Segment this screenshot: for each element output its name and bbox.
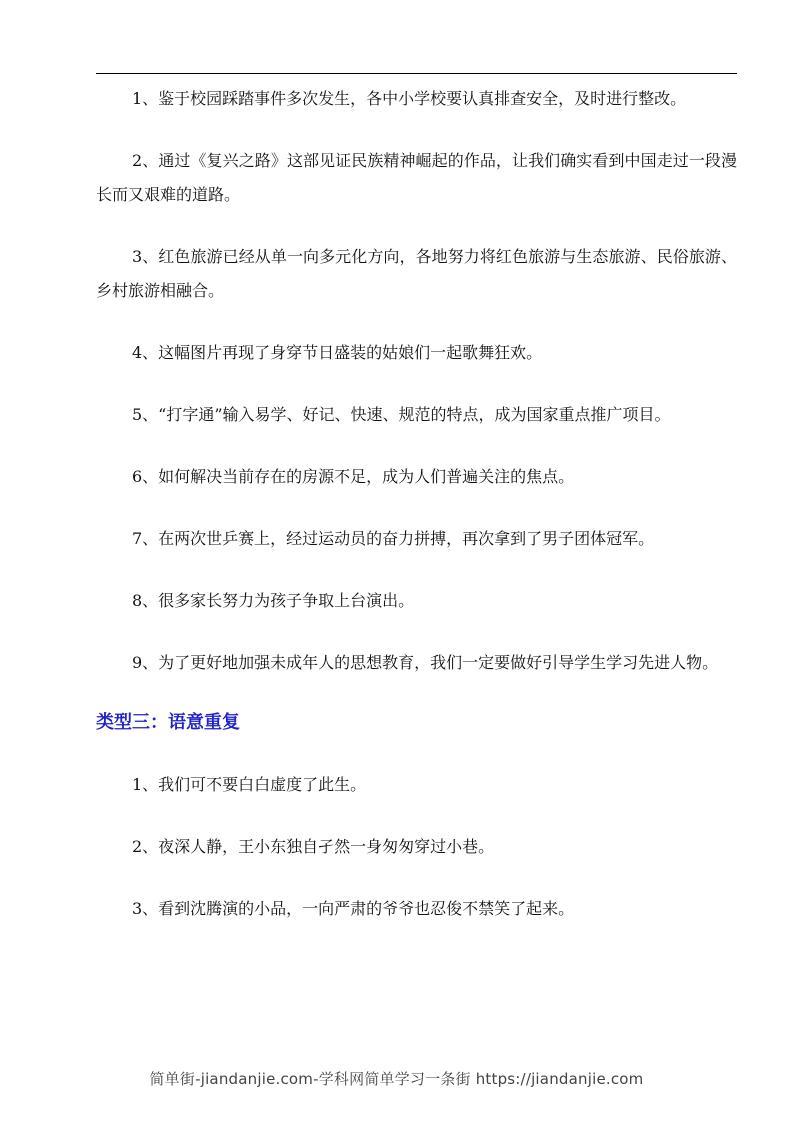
section-heading-type-three: 类型三：语意重复 [96, 712, 240, 733]
sentence-item-9: 9、为了更好地加强未成年人的思想教育，我们一定要做好引导学生学习先进人物。 [132, 653, 719, 672]
repetition-item-1: 1、我们可不要白白虚度了此生。 [132, 775, 367, 794]
document-body [96, 82, 737, 926]
sentence-item-5: 5、“打字通”输入易学、好记、快速、规范的特点，成为国家重点推广项目。 [132, 405, 671, 424]
repetition-item-2: 2、夜深人静，王小东独自孑然一身匆匆穿过小巷。 [132, 837, 495, 856]
page-footer: 简单街-jiandanjie.com-学科网简单学习一条街 https://jiandanjie.com [149, 1070, 644, 1088]
sentence-item-3: 3、红色旅游已经从单一向多元化方向，各地努力将红色旅游与生态旅游、民俗旅游、乡村旅游相融合。 [96, 247, 737, 300]
repetition-item-3: 3、看到沈腾演的小品，一向严肃的爷爷也忍俊不禁笑了起来。 [132, 899, 575, 918]
header-divider [96, 73, 737, 74]
sentence-item-2: 2、通过《复兴之路》这部见证民族精神崛起的作品，让我们确实看到中国走过一段漫长而又艰难的道路。 [96, 151, 737, 204]
sentence-item-4: 4、这幅图片再现了身穿节日盛装的姑娘们一起歌舞狂欢。 [132, 343, 543, 362]
sentence-item-6: 6、如何解决当前存在的房源不足，成为人们普遍关注的焦点。 [132, 467, 575, 486]
sentence-item-1: 1、鉴于校园踩踏事件多次发生，各中小学校要认真排查安全，及时进行整改。 [132, 89, 687, 108]
sentence-item-8: 8、很多家长努力为孩子争取上台演出。 [132, 591, 415, 610]
sentence-item-7: 7、在两次世乒赛上，经过运动员的奋力拼搏，再次拿到了男子团体冠军。 [132, 529, 655, 548]
